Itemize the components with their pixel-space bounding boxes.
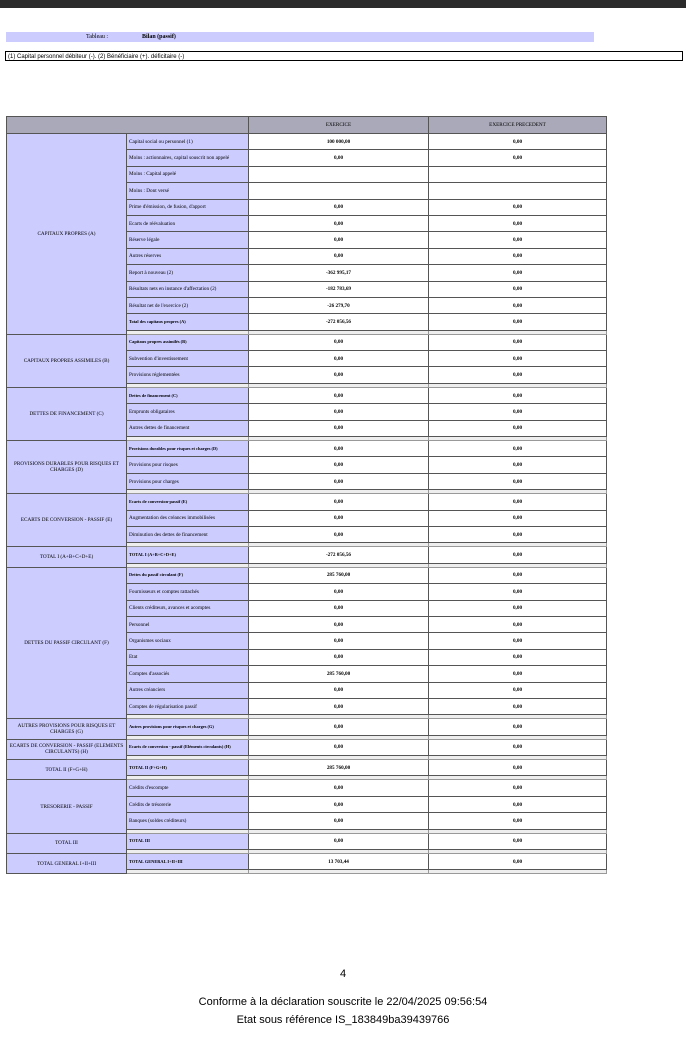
exercice-value: 0,00 [249, 698, 429, 714]
spacer-cell [249, 870, 429, 874]
row-label: Prime d'émission, de fusion, d'apport [127, 199, 249, 215]
previous-value: 0,00 [429, 232, 607, 248]
exercice-value: 0,00 [249, 813, 429, 829]
row-label: TOTAL II (F+G+H) [127, 760, 249, 776]
row-label: Moins : Dont versé [127, 183, 249, 199]
table-row [7, 567, 607, 583]
section-label: DETTES DE FINANCEMENT (C) [7, 387, 127, 440]
exercice-value [249, 183, 429, 199]
table-row [7, 134, 607, 150]
row-label: Total des capitaux propres (A) [127, 314, 249, 330]
table-row [7, 833, 607, 849]
previous-value: 0,00 [429, 633, 607, 649]
exercice-value: 0,00 [249, 719, 429, 735]
row-label: Moins : Capital appelé [127, 166, 249, 182]
row-label: Provisions pour risques [127, 457, 249, 473]
previous-value: 0,00 [429, 796, 607, 812]
table-row [7, 547, 607, 563]
previous-value [429, 183, 607, 199]
spacer-cell [429, 870, 607, 874]
balance-sheet-table [6, 116, 607, 874]
row-label: TOTAL I (A+B+C+D+E) [127, 547, 249, 563]
table-row [7, 441, 607, 457]
row-label: Dettes du passif circulant (F) [127, 567, 249, 583]
exercice-value: 0,00 [249, 150, 429, 166]
row-label: Clients créditeurs, avances et acomptes [127, 600, 249, 616]
exercice-value: 0,00 [249, 600, 429, 616]
exercice-value: 285 760,00 [249, 666, 429, 682]
page-number: 4 [339, 968, 347, 980]
exercice-value: 0,00 [249, 796, 429, 812]
tableau-label: Tableau : [86, 34, 109, 40]
table-row [7, 739, 607, 755]
exercice-value: 0,00 [249, 616, 429, 632]
exercice-value: 0,00 [249, 633, 429, 649]
row-label: Augmentation des créances immobilisées [127, 510, 249, 526]
previous-value: 0,00 [429, 248, 607, 264]
row-label: Résultats nets en instance d'affectation (2) [127, 281, 249, 297]
exercice-value: -26 279,70 [249, 297, 429, 313]
row-label: TOTAL GENERAL I+II+III [127, 854, 249, 870]
previous-value: 0,00 [429, 510, 607, 526]
row-label: TOTAL III [127, 833, 249, 849]
previous-value: 0,00 [429, 297, 607, 313]
exercice-value: 0,00 [249, 199, 429, 215]
section-label: DETTES DU PASSIF CIRCULANT (F) [7, 567, 127, 719]
row-label: Moins : actionnaires, capital souscrit non appelé [127, 150, 249, 166]
row-label: Comptes d'associés [127, 666, 249, 682]
section-label: TOTAL GENERAL I+II+III [7, 854, 127, 874]
row-label: Ecarts de conversion-passif (E) [127, 494, 249, 510]
exercice-value: 0,00 [249, 682, 429, 698]
previous-value: 0,00 [429, 739, 607, 755]
row-label: Provisions réglementées [127, 367, 249, 383]
row-label: Autres dettes de financement [127, 420, 249, 436]
table-row [7, 334, 607, 350]
exercice-value: 285 760,00 [249, 760, 429, 776]
previous-value: 0,00 [429, 649, 607, 665]
exercice-value: 0,00 [249, 367, 429, 383]
exercice-value: 0,00 [249, 334, 429, 350]
previous-value: 0,00 [429, 441, 607, 457]
header-exercice: EXERCICE [249, 117, 429, 134]
previous-value: 0,00 [429, 473, 607, 489]
previous-value: 0,00 [429, 616, 607, 632]
previous-value: 0,00 [429, 387, 607, 403]
title-row [6, 32, 594, 42]
row-label: Diminution des dettes de financement [127, 526, 249, 542]
row-label: Capital social ou personnel (1) [127, 134, 249, 150]
previous-value: 0,00 [429, 854, 607, 870]
legend-note: (1) Capital personnel débiteur (-). (2) Bénéficiaire (+). déficitaire (-) [5, 51, 683, 61]
table-row [7, 854, 607, 870]
conformity-line: Conforme à la déclaration souscrite le 22/04/2025 09:56:54 [198, 996, 488, 1008]
previous-value: 0,00 [429, 584, 607, 600]
exercice-value [249, 166, 429, 182]
section-label: PROVISIONS DURABLES POUR RISQUES ET CHARGES (D) [7, 441, 127, 494]
previous-value: 0,00 [429, 134, 607, 150]
row-label: Ecarts de conversion - passif (Eléments circulants) (H) [127, 739, 249, 755]
exercice-value: -182 783,69 [249, 281, 429, 297]
previous-value: 0,00 [429, 215, 607, 231]
table-row [7, 494, 607, 510]
reference-line: Etat sous référence IS_183849ba39439766 [236, 1014, 450, 1026]
previous-value: 0,00 [429, 682, 607, 698]
exercice-value: 285 760,00 [249, 567, 429, 583]
row-label: Autres provisions pour risques et charges (G) [127, 719, 249, 735]
row-label: Provisions durables pour risques et charges (D) [127, 441, 249, 457]
previous-value: 0,00 [429, 265, 607, 281]
previous-value: 0,00 [429, 780, 607, 796]
previous-value: 0,00 [429, 351, 607, 367]
exercice-value: 13 703,44 [249, 854, 429, 870]
row-label: Dettes de financement (C) [127, 387, 249, 403]
previous-value: 0,00 [429, 526, 607, 542]
exercice-value: 0,00 [249, 441, 429, 457]
previous-value: 0,00 [429, 367, 607, 383]
exercice-value: 0,00 [249, 584, 429, 600]
section-label: TOTAL II (F+G+H) [7, 760, 127, 780]
previous-value: 0,00 [429, 334, 607, 350]
previous-value: 0,00 [429, 420, 607, 436]
row-label: Réserve légale [127, 232, 249, 248]
exercice-value: 0,00 [249, 215, 429, 231]
exercice-value: -272 056,56 [249, 547, 429, 563]
row-label: Personnel [127, 616, 249, 632]
row-label: Provisions pour charges [127, 473, 249, 489]
previous-value: 0,00 [429, 457, 607, 473]
previous-value: 0,00 [429, 698, 607, 714]
exercice-value: 0,00 [249, 833, 429, 849]
section-label: TOTAL I (A+B+C+D+E) [7, 547, 127, 567]
exercice-value: 0,00 [249, 351, 429, 367]
previous-value: 0,00 [429, 281, 607, 297]
previous-value: 0,00 [429, 567, 607, 583]
row-label: Comptes de régularisation passif [127, 698, 249, 714]
exercice-value: 0,00 [249, 457, 429, 473]
exercice-value: 0,00 [249, 649, 429, 665]
previous-value: 0,00 [429, 199, 607, 215]
tableau-value: Bilan (passif) [142, 34, 176, 40]
section-label: TOTAL III [7, 833, 127, 853]
row-label: Autres réserves [127, 248, 249, 264]
exercice-value: 0,00 [249, 473, 429, 489]
exercice-value: 0,00 [249, 387, 429, 403]
exercice-value: 0,00 [249, 248, 429, 264]
exercice-value: 0,00 [249, 780, 429, 796]
previous-value: 0,00 [429, 547, 607, 563]
previous-value [429, 166, 607, 182]
row-label: Résultat net de l'exercice (2) [127, 297, 249, 313]
spacer-cell [127, 870, 249, 874]
previous-value: 0,00 [429, 666, 607, 682]
exercice-value: -362 995,17 [249, 265, 429, 281]
header-blank [7, 117, 249, 134]
row-label: Crédits d'escompte [127, 780, 249, 796]
row-label: Organismes sociaux [127, 633, 249, 649]
row-label: Autres créanciers [127, 682, 249, 698]
row-label: Banques (soldes créditeurs) [127, 813, 249, 829]
previous-value: 0,00 [429, 813, 607, 829]
section-label: AUTRES PROVISIONS POUR RISQUES ET CHARGES (G) [7, 719, 127, 739]
row-label: Emprunts obligataires [127, 404, 249, 420]
previous-value: 0,00 [429, 494, 607, 510]
exercice-value: 0,00 [249, 404, 429, 420]
exercice-value: 0,00 [249, 510, 429, 526]
row-label: Ecarts de réévaluation [127, 215, 249, 231]
exercice-value: 0,00 [249, 526, 429, 542]
row-label: Report à nouveau (2) [127, 265, 249, 281]
previous-value: 0,00 [429, 314, 607, 330]
exercice-value: -272 056,56 [249, 314, 429, 330]
row-label: Fournisseurs et comptes rattachés [127, 584, 249, 600]
section-label: ECARTS DE CONVERSION - PASSIF (ELEMENTS CIRCULANTS) (H) [7, 739, 127, 759]
header-exercice-precedent: EXERCICE PRECEDENT [429, 117, 607, 134]
previous-value: 0,00 [429, 719, 607, 735]
section-label: ECARTS DE CONVERSION - PASSIF (E) [7, 494, 127, 547]
exercice-value: 0,00 [249, 232, 429, 248]
section-label: TRESORERIE - PASSIF [7, 780, 127, 833]
table-row [7, 719, 607, 735]
row-label: Etat [127, 649, 249, 665]
section-label: CAPITAUX PROPRES ASSIMILES (B) [7, 334, 127, 387]
previous-value: 0,00 [429, 150, 607, 166]
row-label: Capitaux propres assimilés (B) [127, 334, 249, 350]
exercice-value: 0,00 [249, 494, 429, 510]
previous-value: 0,00 [429, 600, 607, 616]
row-label: Subvention d'investissement [127, 351, 249, 367]
table-header [7, 117, 607, 134]
previous-value: 0,00 [429, 404, 607, 420]
row-label: Crédits de trésorerie [127, 796, 249, 812]
exercice-value: 0,00 [249, 420, 429, 436]
table-row [7, 760, 607, 776]
section-label: CAPITAUX PROPRES (A) [7, 134, 127, 335]
top-bar [0, 0, 686, 8]
table-row [7, 387, 607, 403]
exercice-value: 0,00 [249, 739, 429, 755]
exercice-value: 100 000,00 [249, 134, 429, 150]
previous-value: 0,00 [429, 833, 607, 849]
table-row [7, 780, 607, 796]
previous-value: 0,00 [429, 760, 607, 776]
